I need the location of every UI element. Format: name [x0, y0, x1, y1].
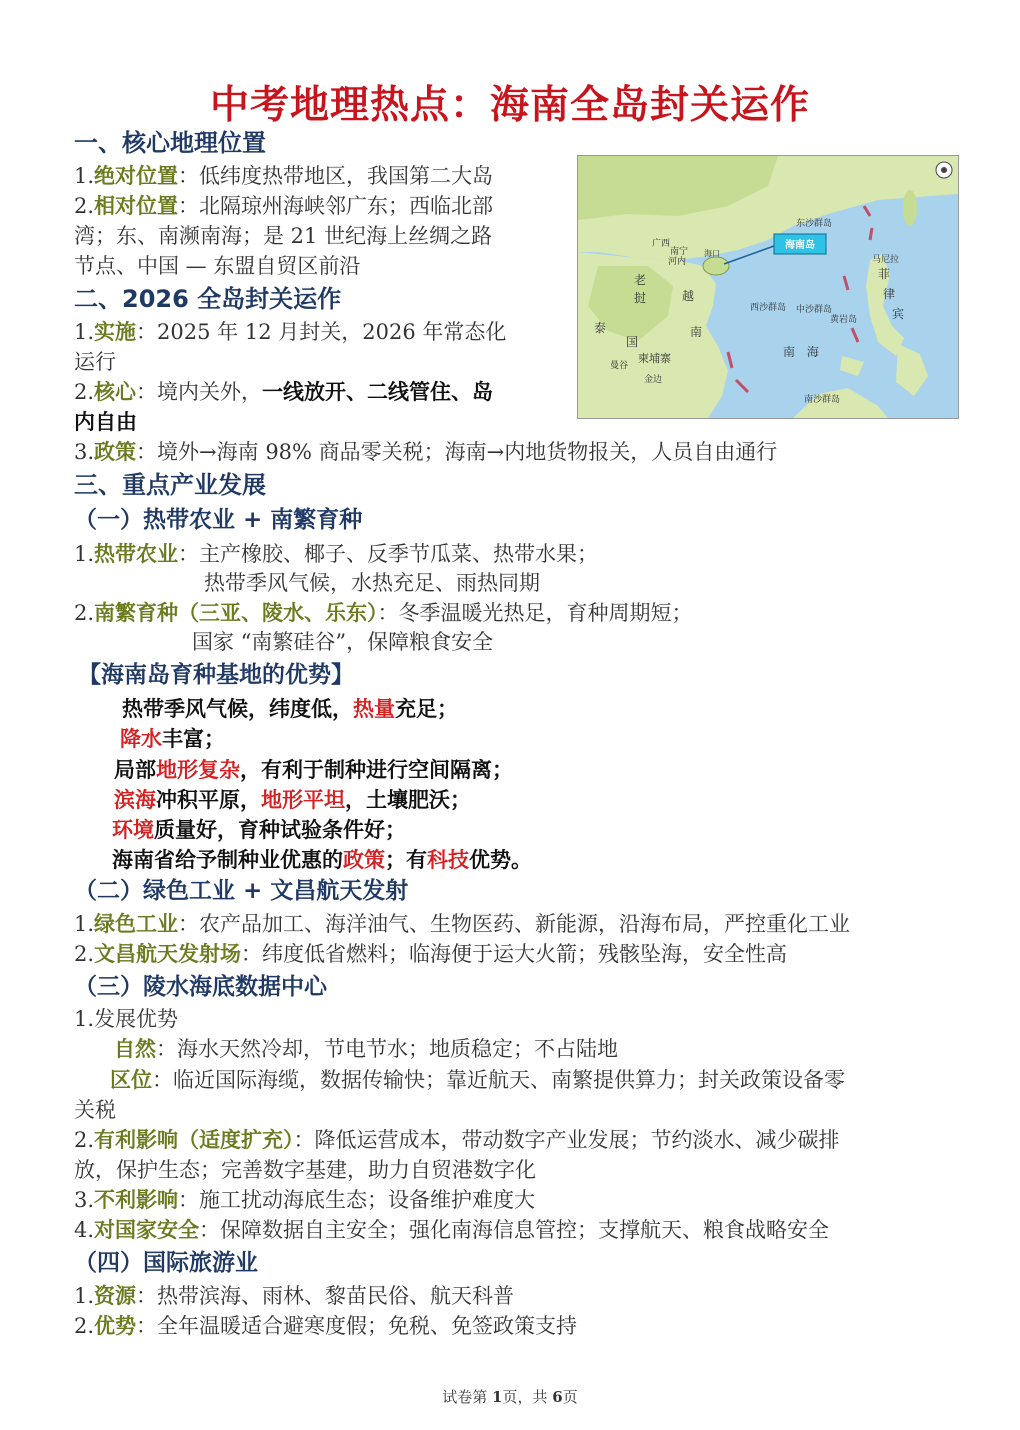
closure-core: 2.核心：境内关外，一线放开、二线管住、岛	[74, 380, 494, 404]
svg-text:国: 国	[626, 335, 639, 349]
svg-text:南沙群岛: 南沙群岛	[804, 395, 841, 405]
dc-security: 4.对国家安全：保障数据自主安全；强化南海信息管控；支撑航天、粮食战略安全	[74, 1218, 830, 1242]
subheading-tourism: （四）国际旅游业	[74, 1250, 258, 1276]
location-relative-cont2: 节点、中国 — 东盟自贸区前沿	[74, 254, 361, 278]
location-relative: 2.相对位置：北隔琼州海峡邻广东；西临北部	[74, 194, 494, 218]
location-absolute: 1.绝对位置：低纬度热带地区，我国第二大岛	[74, 164, 494, 188]
svg-text:中沙群岛: 中沙群岛	[796, 305, 833, 315]
svg-text:越: 越	[682, 289, 695, 303]
closure-policy: 3.政策：境外→海南 98% 商品零关税；海南→内地货物报关，人员自由通行	[74, 440, 778, 464]
agri-tropical-cont: 热带季风气候，水热充足、雨热同期	[204, 571, 540, 595]
south-china-sea-map	[577, 155, 959, 419]
subheading-industry: （二）绿色工业 + 文昌航天发射	[74, 878, 409, 904]
svg-text:律: 律	[883, 287, 896, 301]
closure-implementation: 1.实施：2025 年 12 月封关，2026 年常态化	[74, 320, 507, 344]
section-heading-industry: 三、重点产业发展	[74, 471, 266, 499]
advantage-policy: 海南省给予制种业优惠的政策；有科技优势。	[112, 848, 532, 872]
closure-core-cont: 内自由	[74, 410, 137, 434]
svg-text:西沙群岛: 西沙群岛	[750, 303, 787, 313]
advantage-terrain-complex: 局部地形复杂，有利于制种进行空间隔离；	[114, 758, 513, 782]
industry-space: 2.文昌航天发射场：纬度低省燃料；临海便于运大火箭；残骸坠海，安全性高	[74, 942, 788, 966]
closure-implementation-cont: 运行	[74, 350, 116, 374]
agri-breeding: 2.南繁育种（三亚、陵水、乐东）：冬季温暖光热足，育种周期短；	[74, 601, 693, 625]
svg-text:海口: 海口	[704, 249, 720, 258]
advantage-climate: 热带季风气候，纬度低，热量充足；	[122, 697, 458, 721]
svg-text:柬埔寨: 柬埔寨	[638, 352, 671, 365]
map-hainan-label: 海南岛	[785, 240, 815, 251]
page-title: 中考地理热点：海南全岛封关运作	[209, 83, 810, 128]
svg-text:南 海: 南 海	[783, 345, 823, 359]
industry-green: 1.绿色工业：农产品加工、海洋油气、生物医药、新能源，沿海布局，严控重化工业	[74, 912, 851, 936]
dc-natural: 自然：海水天然冷却，节电节水；地质稳定；不占陆地	[114, 1037, 618, 1061]
svg-text:广西: 广西	[652, 239, 671, 249]
dc-positive: 2.有利影响（适度扩充）：降低运营成本，带动数字产业发展；节约淡水、减少碳排	[74, 1128, 840, 1152]
location-relative-cont: 湾；东、南濒南海；是 21 世纪海上丝绸之路	[74, 224, 493, 248]
svg-text:菲: 菲	[878, 267, 891, 281]
advantage-plain: 滨海冲积平原，地形平坦，土壤肥沃；	[114, 788, 471, 812]
svg-text:泰: 泰	[594, 321, 607, 335]
page-footer: 试卷第 1页，共 6页	[442, 1388, 578, 1406]
dc-advantages: 1.发展优势	[74, 1007, 179, 1031]
svg-text:老: 老	[634, 273, 647, 287]
dc-positive-cont: 放，保护生态；完善数字基建，助力自贸港数字化	[74, 1158, 536, 1182]
svg-text:南宁: 南宁	[670, 247, 689, 257]
agri-tropical: 1.热带农业：主产橡胶、椰子、反季节瓜菜、热带水果；	[74, 542, 599, 566]
svg-text:宾: 宾	[892, 307, 905, 321]
section-heading-location: 一、核心地理位置	[74, 129, 266, 157]
tourism-advantages: 2.优势：全年温暖适合避寒度假；免税、免签政策支持	[74, 1314, 578, 1338]
svg-text:河内: 河内	[668, 257, 687, 267]
svg-text:南: 南	[690, 325, 703, 339]
section-heading-closure: 二、2026 全岛封关运作	[74, 285, 342, 313]
dc-negative: 3.不利影响：施工扰动海底生态；设备维护难度大	[74, 1188, 536, 1212]
svg-text:金边: 金边	[644, 375, 663, 385]
subheading-datacenter: （三）陵水海底数据中心	[74, 974, 327, 1000]
dc-location-cont: 关税	[74, 1098, 116, 1122]
advantage-rain: 降水丰富；	[120, 727, 225, 751]
agri-breeding-cont: 国家 “南繁硅谷”，保障粮食安全	[192, 630, 494, 654]
tourism-resources: 1.资源：热带滨海、雨林、黎苗民俗、航天科普	[74, 1284, 515, 1308]
svg-text:马尼拉: 马尼拉	[872, 255, 900, 265]
svg-text:挝: 挝	[634, 291, 647, 305]
svg-text:黄岩岛: 黄岩岛	[830, 315, 858, 325]
advantage-environment: 环境质量好，育种试验条件好；	[112, 818, 406, 842]
dc-location: 区位：临近国际海缆，数据传输快；靠近航天、南繁提供算力；封关政策设备零	[110, 1068, 845, 1092]
svg-text:曼谷: 曼谷	[610, 361, 629, 371]
svg-text:东沙群岛: 东沙群岛	[796, 219, 833, 229]
advantages-title: 【海南岛育种基地的优势】	[78, 662, 354, 688]
subheading-agriculture: （一）热带农业 + 南繁育种	[74, 507, 363, 533]
